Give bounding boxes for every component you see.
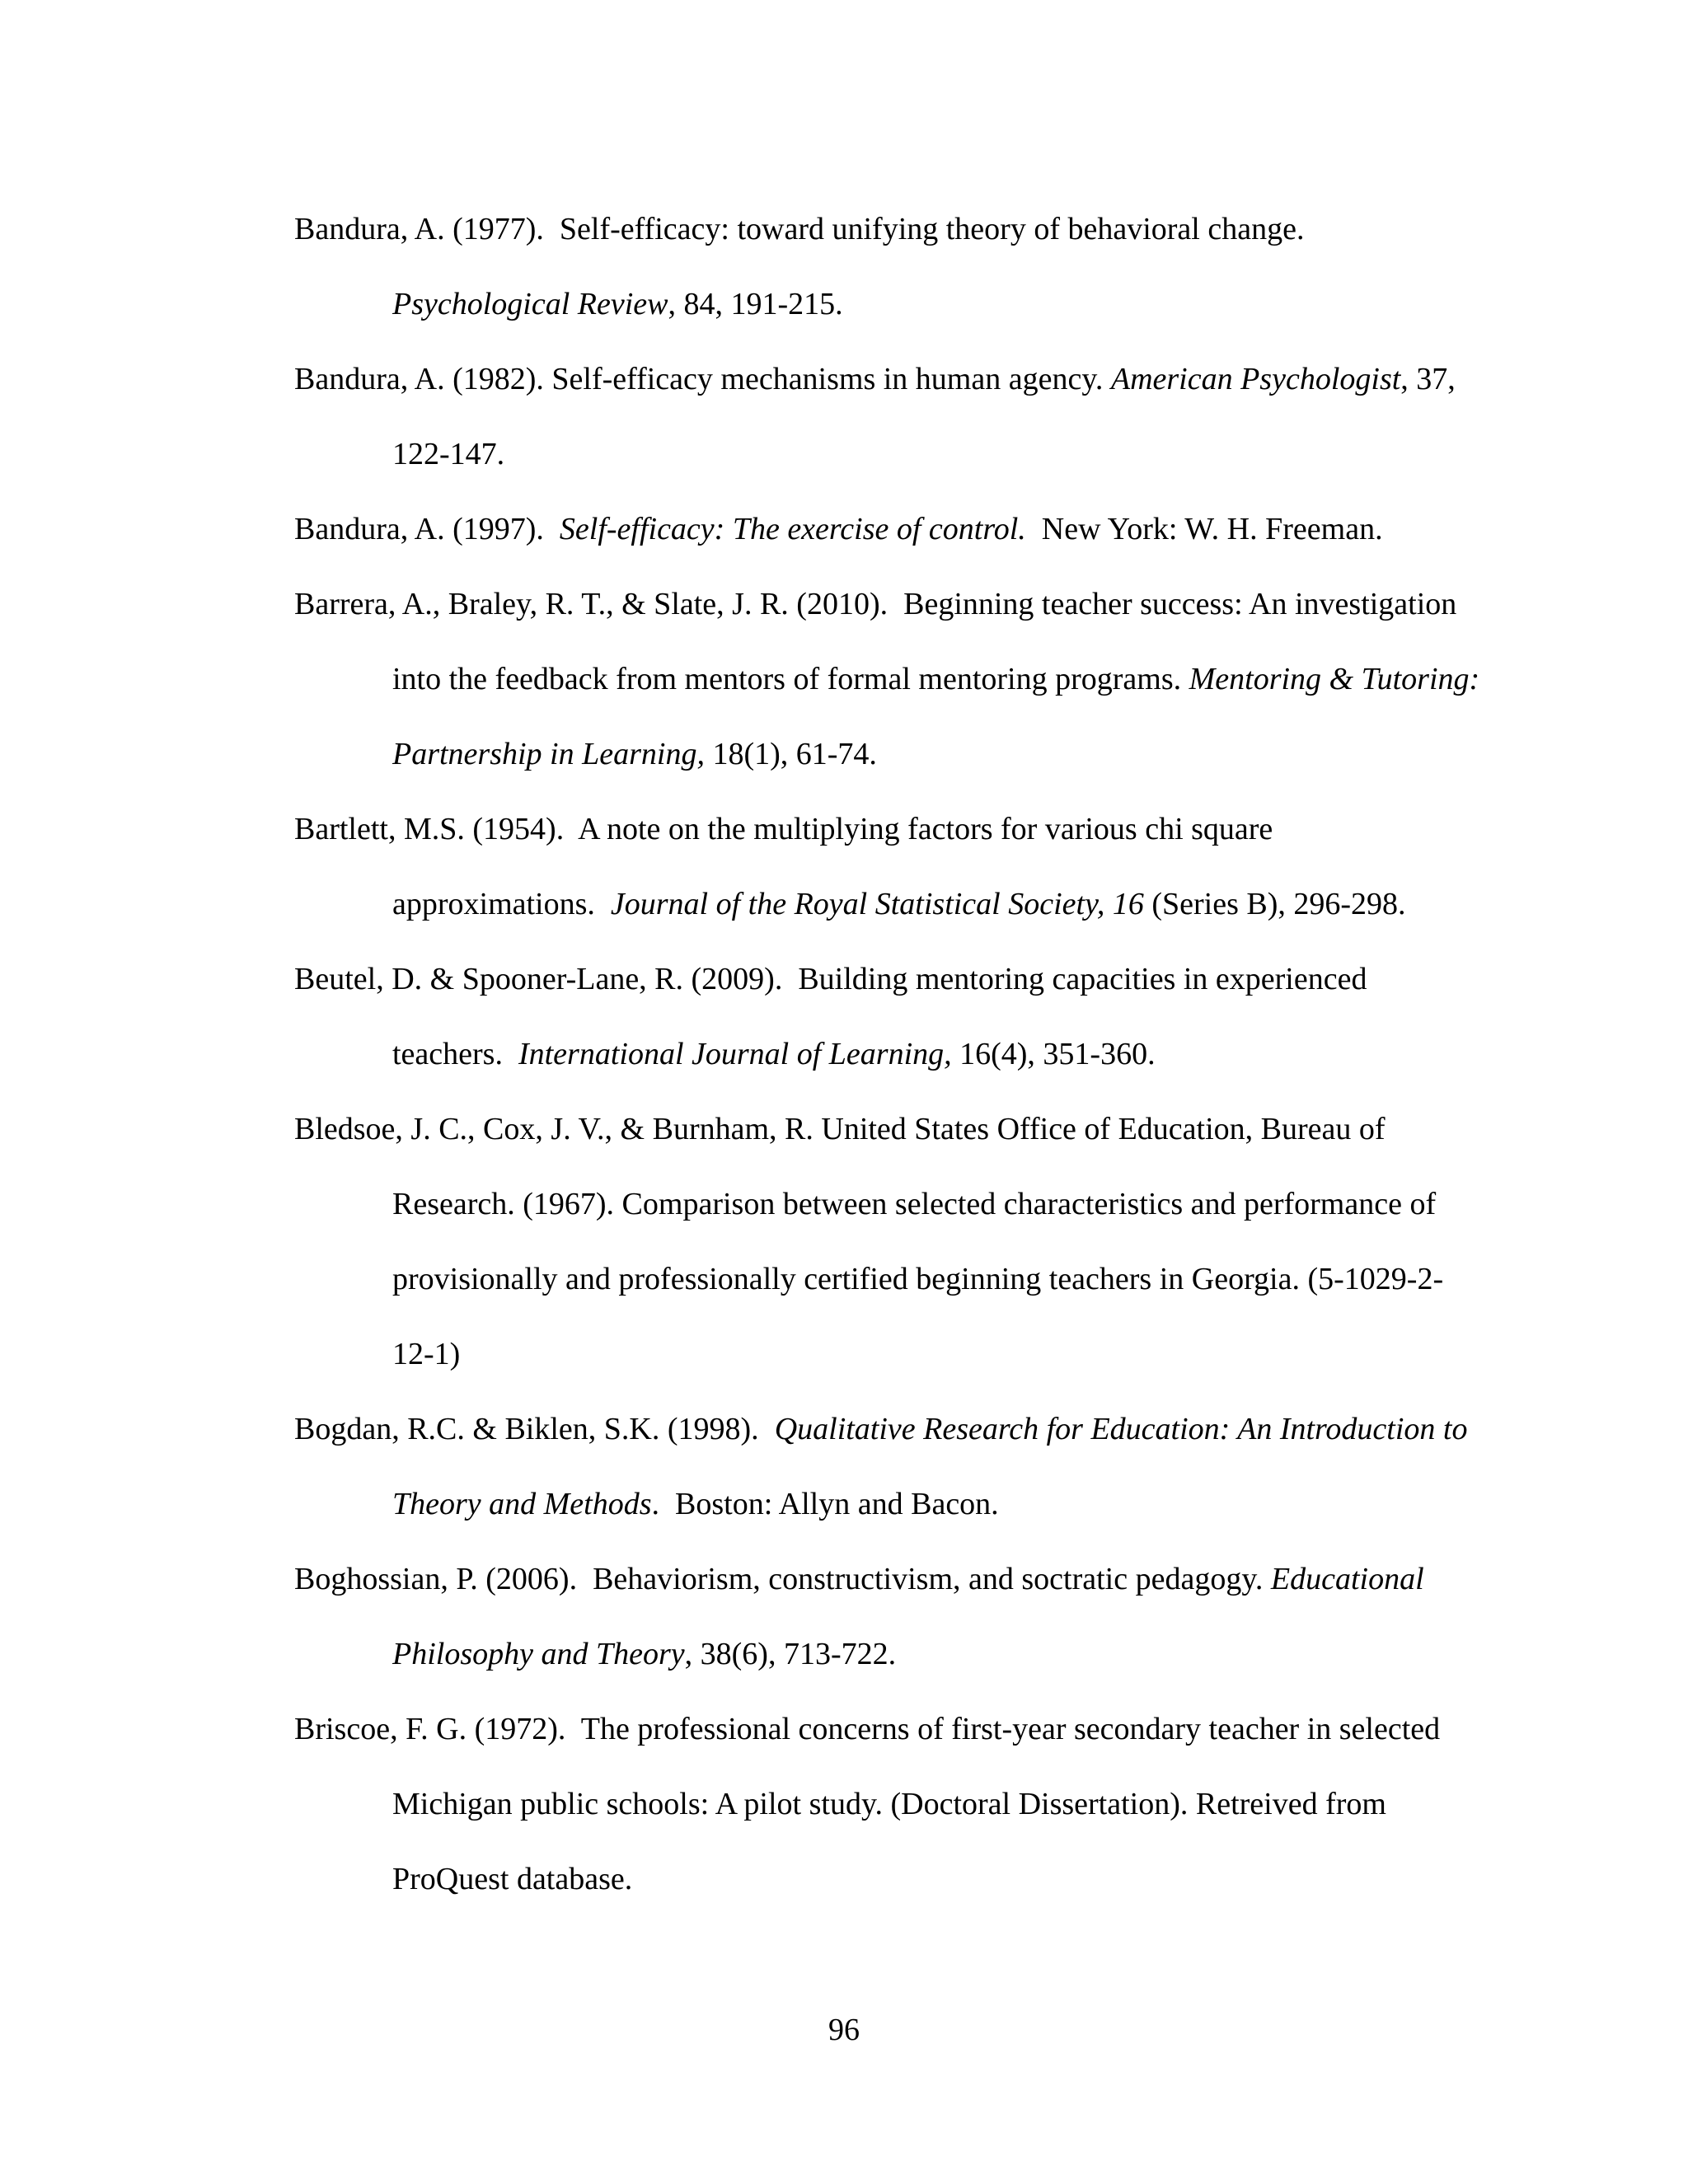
- reference-source-title: Qualitative Research for Education: An Introduction to Theory and Methods: [392, 1412, 1475, 1521]
- reference-text: , 37, 122-147.: [392, 362, 1464, 471]
- reference-text: New York: W. H. Freeman.: [1025, 512, 1383, 546]
- reference-text: Bandura, A. (1982). Self-efficacy mechanisms in human agency.: [294, 362, 1111, 396]
- reference-text: Bartlett, M.S. (1954). A note on the multiplying factors for various chi square approximations.: [294, 812, 1281, 921]
- reference-source-title: Self-efficacy: The exercise of control.: [559, 512, 1026, 546]
- reference-text: . Boston: Allyn and Bacon.: [651, 1487, 999, 1521]
- reference-text: Bogdan, R.C. & Biklen, S.K. (1998).: [294, 1412, 775, 1446]
- reference-source-title: Mentoring & Tutoring: Partnership in Learning,: [392, 662, 1488, 771]
- reference-text: Briscoe, F. G. (1972). The professional concerns of first-year secondary teacher in selected Michigan public schools: A pilot study. (Doctoral Dissertation). Retreived from ProQuest database.: [294, 1712, 1448, 1896]
- reference-text: , 38(6), 713-722.: [684, 1637, 897, 1671]
- reference-text: Beutel, D. & Spooner-Lane, R. (2009). Building mentoring capacities in experienced teachers.: [294, 962, 1375, 1071]
- reference-text: Bledsoe, J. C., Cox, J. V., & Burnham, R. United States Office of Education, Bureau of Research. (1967). Comparison between selected characteristics and performance of provisionally and professionally certified beginning teachers in Georgia. (5-1029-2-12-1): [294, 1112, 1444, 1371]
- reference-entry: [294, 792, 1481, 942]
- reference-entry: [294, 1542, 1481, 1692]
- reference-list: [294, 192, 1488, 1917]
- reference-entry: [294, 1692, 1481, 1917]
- reference-text: 16(4), 351-360.: [951, 1037, 1156, 1071]
- reference-text: Bandura, A. (1997).: [294, 512, 560, 546]
- reference-text: 18(1), 61-74.: [704, 737, 877, 771]
- reference-entry: [294, 1092, 1481, 1392]
- reference-source-title: American Psychologist: [1110, 362, 1401, 396]
- reference-text: (Series B), 296-298.: [1143, 887, 1406, 921]
- reference-entry: [294, 1392, 1481, 1542]
- page-number: 96: [828, 2013, 860, 2047]
- reference-entry: [294, 342, 1481, 492]
- reference-source-title: Psychological Review: [392, 287, 668, 321]
- reference-source-title: Journal of the Royal Statistical Society, 16: [610, 887, 1144, 921]
- reference-entry: [294, 192, 1481, 342]
- reference-text: , 84, 191-215.: [668, 287, 843, 321]
- reference-entry: [294, 492, 1481, 567]
- reference-text: Boghossian, P. (2006). Behaviorism, constructivism, and soctratic pedagogy.: [294, 1562, 1271, 1596]
- reference-entry: [294, 567, 1488, 792]
- reference-entry: [294, 942, 1481, 1092]
- reference-text: Barrera, A., Braley, R. T., & Slate, J. R. (2010). Beginning teacher success: An investigation into the feedback from mentors of formal mentoring programs.: [294, 587, 1465, 696]
- reference-source-title: Educational Philosophy and Theory: [392, 1562, 1432, 1671]
- reference-source-title: International Journal of Learning,: [518, 1037, 952, 1071]
- reference-text: Bandura, A. (1977). Self-efficacy: toward unifying theory of behavioral change.: [294, 212, 1312, 246]
